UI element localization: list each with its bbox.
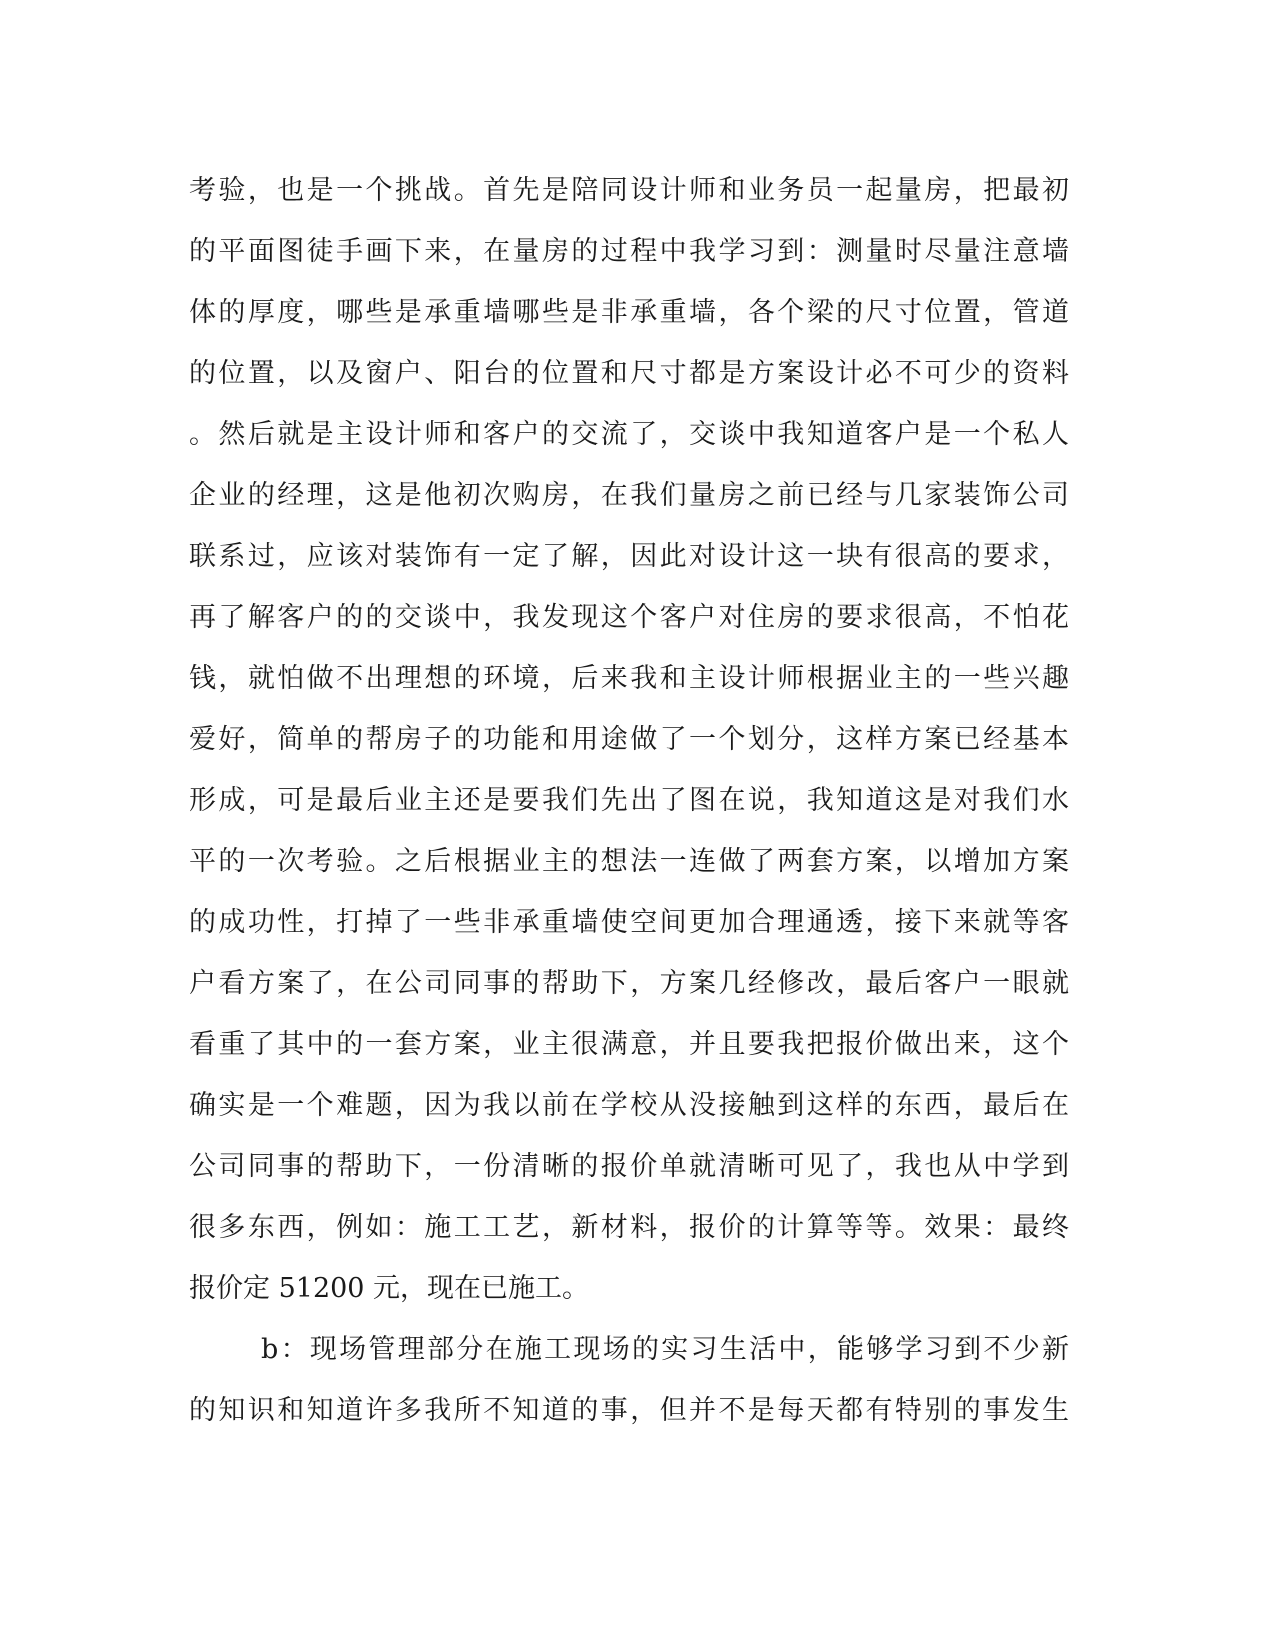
paragraph-start-line: b：现场管理部分在施工现场的实习生活中，能够学习到不少新 [261, 1334, 1069, 1365]
text-line: 的平面图徒手画下来，在量房的过程中我学习到：测量时尽量注意墙 [189, 236, 1069, 267]
text-line: 联系过，应该对装饰有一定了解，因此对设计这一块有很高的要求， [189, 541, 1069, 572]
text-line: 的知识和知道许多我所不知道的事，但并不是每天都有特别的事发生 [189, 1395, 1069, 1426]
text-line: 的成功性，打掉了一些非承重墙使空间更加合理通透，接下来就等客 [189, 907, 1069, 938]
text-line: 平的一次考验。之后根据业主的想法一连做了两套方案，以增加方案 [189, 846, 1069, 877]
paragraph-end-line: 报价定 51200 元，现在已施工。 [189, 1273, 590, 1304]
text-line: 考验，也是一个挑战。首先是陪同设计师和业务员一起量房，把最初 [189, 175, 1069, 206]
text-line: 。然后就是主设计师和客户的交流了，交谈中我知道客户是一个私人 [189, 419, 1069, 450]
text-line: 看重了其中的一套方案，业主很满意，并且要我把报价做出来，这个 [189, 1029, 1069, 1060]
text-line: 很多东西，例如：施工工艺，新材料，报价的计算等等。效果：最终 [189, 1212, 1069, 1243]
text-line: 公司同事的帮助下，一份清晰的报价单就清晰可见了，我也从中学到 [189, 1151, 1069, 1182]
text-line: 爱好，简单的帮房子的功能和用途做了一个划分，这样方案已经基本 [189, 724, 1069, 755]
text-line: 户看方案了，在公司同事的帮助下，方案几经修改，最后客户一眼就 [189, 968, 1069, 999]
text-line: 确实是一个难题，因为我以前在学校从没接触到这样的东西，最后在 [189, 1090, 1069, 1121]
text-line: 企业的经理，这是他初次购房，在我们量房之前已经与几家装饰公司 [189, 480, 1069, 511]
text-line: 体的厚度，哪些是承重墙哪些是非承重墙，各个梁的尺寸位置，管道 [189, 297, 1069, 328]
text-line: 钱，就怕做不出理想的环境，后来我和主设计师根据业主的一些兴趣 [189, 663, 1069, 694]
text-line: 再了解客户的的交谈中，我发现这个客户对住房的要求很高，不怕花 [189, 602, 1069, 633]
text-line: 形成，可是最后业主还是要我们先出了图在说，我知道这是对我们水 [189, 785, 1069, 816]
body-text [189, 160, 1069, 1441]
text-line: 的位置，以及窗户、阳台的位置和尺寸都是方案设计必不可少的资料 [189, 358, 1069, 389]
